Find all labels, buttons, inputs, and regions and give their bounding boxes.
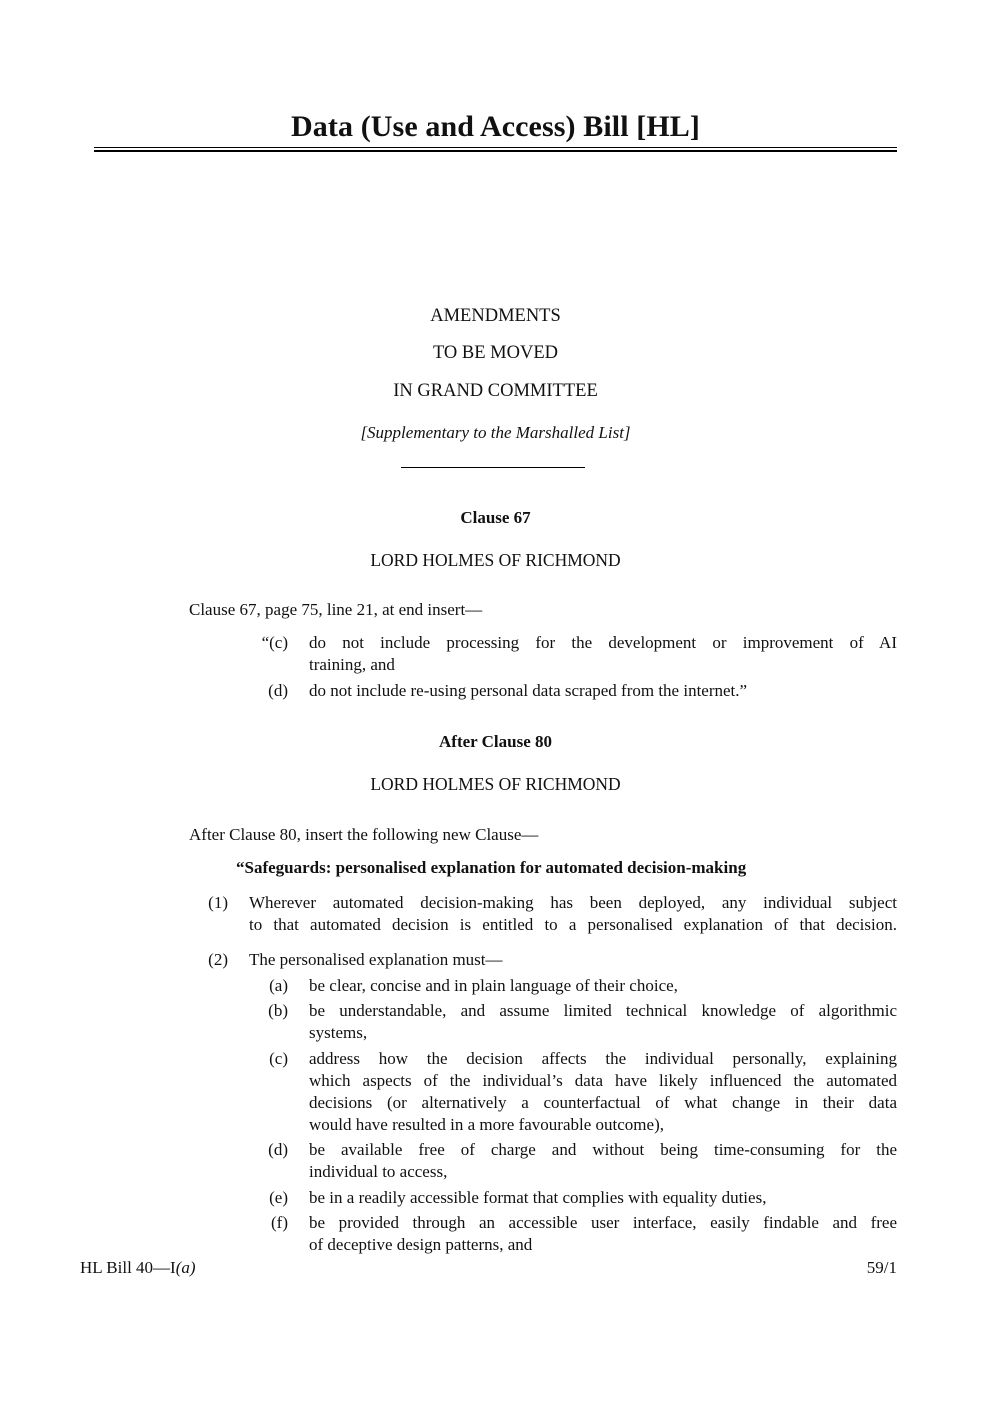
item-label: (f) bbox=[271, 1213, 288, 1232]
item-text: be understandable, and assume limited technical knowledge of algorithmic bbox=[309, 1001, 897, 1020]
item-label: (a) bbox=[269, 976, 288, 995]
title-rule-thin bbox=[94, 147, 897, 148]
item-text: individual to access, bbox=[309, 1162, 448, 1181]
item-text: of deceptive design patterns, and bbox=[309, 1235, 533, 1254]
footer-page-reference: 59/1 bbox=[866, 1258, 897, 1277]
heading-to-be-moved: TO BE MOVED bbox=[432, 343, 559, 363]
item-text: be in a readily accessible format that complies with equality duties, bbox=[309, 1188, 767, 1207]
item-text: training, and bbox=[309, 655, 395, 674]
item-label: (d) bbox=[268, 681, 288, 700]
item-text: systems, bbox=[309, 1023, 368, 1042]
item-text: do not include processing for the development or improvement of AI bbox=[309, 633, 897, 652]
new-clause-title: “Safeguards: personalised explanation for automated decision-making bbox=[236, 858, 747, 877]
bill-ref-prefix: HL Bill 40—I bbox=[80, 1258, 176, 1277]
heading-grand-committee: IN GRAND COMMITTEE bbox=[393, 381, 598, 401]
section-heading-clause-67: Clause 67 bbox=[460, 508, 531, 527]
subsection-text: The personalised explanation must— bbox=[249, 950, 503, 969]
mover-name: LORD HOLMES OF RICHMOND bbox=[370, 550, 621, 570]
item-text: be available free of charge and without being time-consuming for the bbox=[309, 1140, 897, 1159]
item-text: be provided through an accessible user interface, easily findable and free bbox=[309, 1213, 897, 1232]
item-label: (b) bbox=[268, 1001, 288, 1020]
item-text: be clear, concise and in plain language of their choice, bbox=[309, 976, 678, 995]
section-divider bbox=[401, 467, 585, 468]
item-label: (e) bbox=[269, 1188, 288, 1207]
subsection-text: to that automated decision is entitled to a personalised explanation of that decision. bbox=[249, 915, 897, 934]
item-text: would have resulted in a more favourable outcome), bbox=[309, 1115, 664, 1134]
item-text: address how the decision affects the individual personally, explaining bbox=[309, 1049, 897, 1068]
bill-ref-suffix: (a) bbox=[175, 1258, 196, 1277]
amendment-instruction: After Clause 80, insert the following new Clause— bbox=[189, 825, 539, 844]
item-text: which aspects of the individual’s data have likely influenced the automated bbox=[309, 1071, 897, 1090]
document-title: Data (Use and Access) Bill [HL] bbox=[291, 110, 700, 143]
item-label: “(c) bbox=[261, 633, 288, 652]
item-label: (d) bbox=[268, 1140, 288, 1159]
amendment-instruction: Clause 67, page 75, line 21, at end insert— bbox=[189, 600, 483, 619]
subsection-label: (1) bbox=[208, 893, 228, 912]
title-rule-thick bbox=[94, 150, 897, 152]
subsection-text: Wherever automated decision-making has been deployed, any individual subject bbox=[249, 893, 897, 912]
subheading-supplementary: [Supplementary to the Marshalled List] bbox=[360, 423, 631, 442]
section-heading-after-clause-80: After Clause 80 bbox=[439, 732, 552, 751]
item-text: decisions (or alternatively a counterfactual of what change in their data bbox=[309, 1093, 897, 1112]
heading-amendments: AMENDMENTS bbox=[430, 306, 561, 326]
footer-bill-reference bbox=[80, 1257, 196, 1279]
mover-name: LORD HOLMES OF RICHMOND bbox=[370, 774, 621, 794]
item-text: do not include re-using personal data scraped from the internet.” bbox=[309, 681, 748, 700]
item-label: (c) bbox=[269, 1049, 288, 1068]
subsection-label: (2) bbox=[208, 950, 228, 969]
